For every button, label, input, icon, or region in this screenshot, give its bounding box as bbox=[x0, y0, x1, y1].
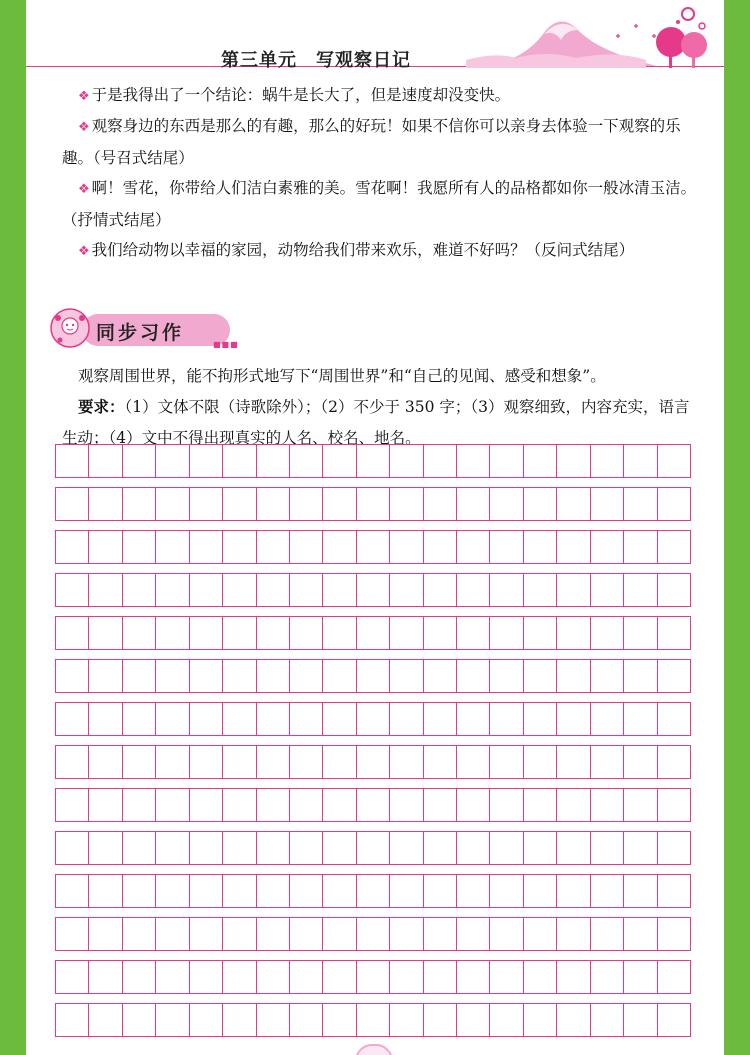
grid-row bbox=[55, 788, 691, 822]
grid-cell[interactable] bbox=[490, 488, 523, 520]
grid-cell[interactable] bbox=[123, 617, 156, 649]
grid-cell[interactable] bbox=[190, 445, 223, 477]
grid-cell[interactable] bbox=[557, 832, 590, 864]
grid-cell[interactable] bbox=[56, 574, 89, 606]
grid-cell[interactable] bbox=[357, 1004, 390, 1036]
grid-cell[interactable] bbox=[524, 531, 557, 563]
grid-cell[interactable] bbox=[56, 703, 89, 735]
grid-cell[interactable] bbox=[323, 746, 356, 778]
grid-cell[interactable] bbox=[56, 832, 89, 864]
grid-cell[interactable] bbox=[89, 660, 122, 692]
grid-cell[interactable] bbox=[257, 961, 290, 993]
grid-cell[interactable] bbox=[223, 746, 256, 778]
example-ending-1: ❖ 于是我得出了一个结论：蜗牛是长大了，但是速度却没变快。 bbox=[78, 86, 511, 104]
grid-cell[interactable] bbox=[89, 746, 122, 778]
grid-cell[interactable] bbox=[490, 617, 523, 649]
grid-cell[interactable] bbox=[56, 531, 89, 563]
grid-cell[interactable] bbox=[190, 574, 223, 606]
grid-cell[interactable] bbox=[658, 660, 690, 692]
grid-cell[interactable] bbox=[123, 703, 156, 735]
grid-cell[interactable] bbox=[390, 918, 423, 950]
grid-cell[interactable] bbox=[658, 617, 690, 649]
grid-cell[interactable] bbox=[89, 789, 122, 821]
grid-cell[interactable] bbox=[390, 961, 423, 993]
grid-cell[interactable] bbox=[223, 445, 256, 477]
grid-cell[interactable] bbox=[591, 832, 624, 864]
grid-cell[interactable] bbox=[557, 789, 590, 821]
grid-cell[interactable] bbox=[290, 703, 323, 735]
grid-cell[interactable] bbox=[357, 531, 390, 563]
grid-cell[interactable] bbox=[424, 660, 457, 692]
grid-cell[interactable] bbox=[424, 617, 457, 649]
grid-cell[interactable] bbox=[457, 445, 490, 477]
grid-cell[interactable] bbox=[156, 531, 189, 563]
grid-cell[interactable] bbox=[524, 445, 557, 477]
grid-cell[interactable] bbox=[390, 703, 423, 735]
grid-cell[interactable] bbox=[257, 488, 290, 520]
grid-cell[interactable] bbox=[357, 961, 390, 993]
grid-cell[interactable] bbox=[658, 789, 690, 821]
grid-cell[interactable] bbox=[357, 488, 390, 520]
grid-cell[interactable] bbox=[658, 832, 690, 864]
grid-cell[interactable] bbox=[457, 531, 490, 563]
grid-cell[interactable] bbox=[89, 832, 122, 864]
grid-cell[interactable] bbox=[56, 746, 89, 778]
grid-cell[interactable] bbox=[591, 746, 624, 778]
grid-cell[interactable] bbox=[56, 1004, 89, 1036]
grid-cell[interactable] bbox=[223, 875, 256, 907]
grid-row bbox=[55, 530, 691, 564]
grid-cell[interactable] bbox=[290, 746, 323, 778]
grid-row bbox=[55, 1003, 691, 1037]
grid-cell[interactable] bbox=[457, 789, 490, 821]
grid-cell[interactable] bbox=[524, 574, 557, 606]
grid-cell[interactable] bbox=[89, 875, 122, 907]
diamond-bullet-icon: ❖ bbox=[78, 89, 90, 104]
grid-cell[interactable] bbox=[591, 574, 624, 606]
grid-cell[interactable] bbox=[123, 660, 156, 692]
grid-cell[interactable] bbox=[190, 617, 223, 649]
grid-cell[interactable] bbox=[390, 488, 423, 520]
grid-cell[interactable] bbox=[190, 832, 223, 864]
grid-row bbox=[55, 874, 691, 908]
grid-cell[interactable] bbox=[56, 918, 89, 950]
grid-cell[interactable] bbox=[290, 875, 323, 907]
grid-cell[interactable] bbox=[223, 961, 256, 993]
grid-cell[interactable] bbox=[156, 703, 189, 735]
grid-cell[interactable] bbox=[223, 789, 256, 821]
grid-cell[interactable] bbox=[190, 961, 223, 993]
grid-cell[interactable] bbox=[557, 1004, 590, 1036]
grid-row bbox=[55, 831, 691, 865]
grid-cell[interactable] bbox=[591, 445, 624, 477]
grid-cell[interactable] bbox=[89, 617, 122, 649]
grid-cell[interactable] bbox=[257, 574, 290, 606]
grid-cell[interactable] bbox=[89, 918, 122, 950]
grid-cell[interactable] bbox=[223, 617, 256, 649]
grid-cell[interactable] bbox=[223, 1004, 256, 1036]
grid-cell[interactable] bbox=[424, 832, 457, 864]
grid-cell[interactable] bbox=[223, 488, 256, 520]
grid-cell[interactable] bbox=[123, 918, 156, 950]
grid-cell[interactable] bbox=[490, 746, 523, 778]
grid-cell[interactable] bbox=[56, 660, 89, 692]
grid-cell[interactable] bbox=[123, 574, 156, 606]
grid-cell[interactable] bbox=[624, 531, 657, 563]
grid-cell[interactable] bbox=[190, 875, 223, 907]
diamond-bullet-icon: ❖ bbox=[78, 182, 90, 197]
grid-cell[interactable] bbox=[290, 832, 323, 864]
grid-cell[interactable] bbox=[624, 660, 657, 692]
grid-cell[interactable] bbox=[156, 961, 189, 993]
grid-cell[interactable] bbox=[424, 574, 457, 606]
grid-cell[interactable] bbox=[123, 789, 156, 821]
grid-cell[interactable] bbox=[557, 961, 590, 993]
grid-cell[interactable] bbox=[223, 918, 256, 950]
grid-cell[interactable] bbox=[123, 445, 156, 477]
diamond-bullet-icon: ❖ bbox=[78, 120, 90, 135]
grid-cell[interactable] bbox=[658, 1004, 690, 1036]
grid-cell[interactable] bbox=[257, 617, 290, 649]
grid-cell[interactable] bbox=[490, 660, 523, 692]
grid-cell[interactable] bbox=[123, 531, 156, 563]
grid-cell[interactable] bbox=[658, 488, 690, 520]
grid-cell[interactable] bbox=[591, 1004, 624, 1036]
grid-cell[interactable] bbox=[223, 574, 256, 606]
grid-cell[interactable] bbox=[257, 875, 290, 907]
grid-cell[interactable] bbox=[557, 445, 590, 477]
grid-cell[interactable] bbox=[457, 617, 490, 649]
grid-cell[interactable] bbox=[490, 531, 523, 563]
grid-cell[interactable] bbox=[524, 875, 557, 907]
grid-cell[interactable] bbox=[223, 660, 256, 692]
grid-cell[interactable] bbox=[490, 445, 523, 477]
grid-cell[interactable] bbox=[290, 488, 323, 520]
grid-cell[interactable] bbox=[390, 789, 423, 821]
grid-cell[interactable] bbox=[591, 531, 624, 563]
grid-cell[interactable] bbox=[424, 703, 457, 735]
grid-cell[interactable] bbox=[624, 1004, 657, 1036]
grid-cell[interactable] bbox=[190, 703, 223, 735]
example-ending-2: ❖ 观察身边的东西是那么的有趣，那么的好玩！如果不信你可以亲身去体验一下观察的乐趣。（号召式结尾） bbox=[62, 117, 681, 167]
example-ending-3: ❖ 啊！雪花，你带给人们洁白素雅的美。雪花啊！我愿所有人的品格都如你一般冰清玉洁。（抒情式结尾） bbox=[62, 179, 697, 229]
grid-cell[interactable] bbox=[123, 1004, 156, 1036]
grid-cell[interactable] bbox=[357, 617, 390, 649]
grid-cell[interactable] bbox=[457, 660, 490, 692]
grid-cell[interactable] bbox=[323, 875, 356, 907]
grid-cell[interactable] bbox=[624, 617, 657, 649]
grid-cell[interactable] bbox=[524, 961, 557, 993]
grid-cell[interactable] bbox=[390, 445, 423, 477]
grid-cell[interactable] bbox=[658, 875, 690, 907]
grid-cell[interactable] bbox=[658, 918, 690, 950]
grid-cell[interactable] bbox=[624, 875, 657, 907]
grid-cell[interactable] bbox=[323, 660, 356, 692]
grid-cell[interactable] bbox=[658, 445, 690, 477]
grid-cell[interactable] bbox=[123, 746, 156, 778]
grid-cell[interactable] bbox=[190, 531, 223, 563]
grid-cell[interactable] bbox=[156, 574, 189, 606]
grid-cell[interactable] bbox=[290, 531, 323, 563]
grid-cell[interactable] bbox=[524, 488, 557, 520]
grid-cell[interactable] bbox=[424, 789, 457, 821]
grid-cell[interactable] bbox=[156, 746, 189, 778]
grid-row bbox=[55, 573, 691, 607]
grid-cell[interactable] bbox=[190, 918, 223, 950]
grid-cell[interactable] bbox=[156, 617, 189, 649]
grid-cell[interactable] bbox=[323, 531, 356, 563]
grid-row bbox=[55, 702, 691, 736]
grid-cell[interactable] bbox=[557, 660, 590, 692]
grid-cell[interactable] bbox=[223, 703, 256, 735]
grid-cell[interactable] bbox=[290, 961, 323, 993]
grid-cell[interactable] bbox=[591, 961, 624, 993]
grid-cell[interactable] bbox=[56, 789, 89, 821]
grid-cell[interactable] bbox=[257, 531, 290, 563]
grid-cell[interactable] bbox=[89, 574, 122, 606]
grid-cell[interactable] bbox=[557, 574, 590, 606]
grid-cell[interactable] bbox=[190, 660, 223, 692]
grid-cell[interactable] bbox=[390, 875, 423, 907]
grid-cell[interactable] bbox=[323, 488, 356, 520]
grid-cell[interactable] bbox=[591, 703, 624, 735]
grid-cell[interactable] bbox=[290, 574, 323, 606]
grid-cell[interactable] bbox=[156, 660, 189, 692]
grid-cell[interactable] bbox=[390, 746, 423, 778]
grid-cell[interactable] bbox=[557, 918, 590, 950]
grid-cell[interactable] bbox=[624, 918, 657, 950]
grid-cell[interactable] bbox=[524, 789, 557, 821]
grid-cell[interactable] bbox=[658, 746, 690, 778]
grid-cell[interactable] bbox=[424, 488, 457, 520]
grid-cell[interactable] bbox=[89, 488, 122, 520]
grid-cell[interactable] bbox=[457, 703, 490, 735]
grid-cell[interactable] bbox=[156, 789, 189, 821]
grid-cell[interactable] bbox=[290, 918, 323, 950]
grid-cell[interactable] bbox=[390, 617, 423, 649]
grid-cell[interactable] bbox=[290, 445, 323, 477]
grid-cell[interactable] bbox=[424, 445, 457, 477]
grid-cell[interactable] bbox=[557, 617, 590, 649]
grid-cell[interactable] bbox=[424, 1004, 457, 1036]
grid-cell[interactable] bbox=[257, 1004, 290, 1036]
grid-row bbox=[55, 444, 691, 478]
grid-cell[interactable] bbox=[257, 660, 290, 692]
grid-cell[interactable] bbox=[56, 445, 89, 477]
grid-cell[interactable] bbox=[390, 531, 423, 563]
grid-cell[interactable] bbox=[290, 660, 323, 692]
grid-cell[interactable] bbox=[89, 445, 122, 477]
grid-cell[interactable] bbox=[56, 875, 89, 907]
grid-cell[interactable] bbox=[557, 746, 590, 778]
grid-cell[interactable] bbox=[457, 832, 490, 864]
grid-cell[interactable] bbox=[490, 875, 523, 907]
grid-cell[interactable] bbox=[624, 703, 657, 735]
grid-cell[interactable] bbox=[156, 445, 189, 477]
grid-cell[interactable] bbox=[257, 789, 290, 821]
grid-cell[interactable] bbox=[424, 918, 457, 950]
grid-cell[interactable] bbox=[257, 445, 290, 477]
grid-cell[interactable] bbox=[357, 660, 390, 692]
grid-cell[interactable] bbox=[524, 918, 557, 950]
grid-cell[interactable] bbox=[190, 789, 223, 821]
grid-cell[interactable] bbox=[123, 875, 156, 907]
grid-row bbox=[55, 917, 691, 951]
grid-row bbox=[55, 659, 691, 693]
grid-cell[interactable] bbox=[156, 918, 189, 950]
grid-cell[interactable] bbox=[457, 875, 490, 907]
grid-cell[interactable] bbox=[56, 961, 89, 993]
grid-cell[interactable] bbox=[524, 617, 557, 649]
grid-cell[interactable] bbox=[457, 746, 490, 778]
grid-cell[interactable] bbox=[591, 875, 624, 907]
section-dots: ■■■ bbox=[213, 340, 239, 349]
grid-cell[interactable] bbox=[257, 746, 290, 778]
grid-cell[interactable] bbox=[624, 445, 657, 477]
grid-cell[interactable] bbox=[257, 918, 290, 950]
grid-cell[interactable] bbox=[624, 574, 657, 606]
grid-cell[interactable] bbox=[56, 617, 89, 649]
grid-cell[interactable] bbox=[591, 660, 624, 692]
grid-cell[interactable] bbox=[524, 832, 557, 864]
grid-cell[interactable] bbox=[357, 703, 390, 735]
grid-cell[interactable] bbox=[257, 703, 290, 735]
grid-cell[interactable] bbox=[624, 789, 657, 821]
grid-cell[interactable] bbox=[424, 531, 457, 563]
grid-cell[interactable] bbox=[323, 574, 356, 606]
grid-cell[interactable] bbox=[89, 961, 122, 993]
grid-cell[interactable] bbox=[490, 961, 523, 993]
grid-cell[interactable] bbox=[624, 832, 657, 864]
writing-grid[interactable] bbox=[55, 444, 691, 1046]
grid-cell[interactable] bbox=[390, 660, 423, 692]
grid-cell[interactable] bbox=[557, 531, 590, 563]
grid-cell[interactable] bbox=[357, 746, 390, 778]
grid-cell[interactable] bbox=[89, 1004, 122, 1036]
grid-cell[interactable] bbox=[424, 746, 457, 778]
grid-cell[interactable] bbox=[658, 574, 690, 606]
grid-cell[interactable] bbox=[56, 488, 89, 520]
writing-prompt: 观察周围世界，能不拘形式地写下“周围世界”和“自己的见闻、感受和想象”。 bbox=[78, 367, 606, 385]
grid-cell[interactable] bbox=[290, 617, 323, 649]
grid-cell[interactable] bbox=[190, 746, 223, 778]
grid-cell[interactable] bbox=[457, 961, 490, 993]
grid-cell[interactable] bbox=[457, 488, 490, 520]
grid-cell[interactable] bbox=[424, 875, 457, 907]
example-ending-4: ❖ 我们给动物以幸福的家园，动物给我们带来欢乐，难道不好吗？（反问式结尾） bbox=[78, 241, 635, 259]
grid-cell[interactable] bbox=[658, 961, 690, 993]
grid-cell[interactable] bbox=[424, 961, 457, 993]
grid-cell[interactable] bbox=[223, 832, 256, 864]
grid-cell[interactable] bbox=[156, 488, 189, 520]
grid-cell[interactable] bbox=[658, 531, 690, 563]
grid-cell[interactable] bbox=[457, 574, 490, 606]
grid-cell[interactable] bbox=[457, 918, 490, 950]
grid-cell[interactable] bbox=[490, 918, 523, 950]
grid-cell[interactable] bbox=[257, 832, 290, 864]
grid-row bbox=[55, 745, 691, 779]
grid-cell[interactable] bbox=[591, 617, 624, 649]
grid-cell[interactable] bbox=[290, 789, 323, 821]
grid-cell[interactable] bbox=[357, 832, 390, 864]
grid-cell[interactable] bbox=[390, 832, 423, 864]
grid-cell[interactable] bbox=[624, 961, 657, 993]
grid-cell[interactable] bbox=[357, 918, 390, 950]
flower-girl-icon bbox=[48, 306, 92, 350]
grid-cell[interactable] bbox=[658, 703, 690, 735]
grid-cell[interactable] bbox=[323, 617, 356, 649]
grid-cell[interactable] bbox=[323, 703, 356, 735]
grid-cell[interactable] bbox=[524, 746, 557, 778]
grid-cell[interactable] bbox=[557, 488, 590, 520]
grid-cell[interactable] bbox=[89, 703, 122, 735]
grid-cell[interactable] bbox=[156, 875, 189, 907]
grid-cell[interactable] bbox=[624, 488, 657, 520]
grid-row bbox=[55, 487, 691, 521]
grid-cell[interactable] bbox=[490, 574, 523, 606]
grid-cell[interactable] bbox=[156, 1004, 189, 1036]
grid-cell[interactable] bbox=[524, 1004, 557, 1036]
writing-requirements: 要求：（1）文体不限（诗歌除外）；（2）不少于 350 字；（3）观察细致，内容充实，语言生动；（4）文中不得出现真实的人名、校名、地名。 bbox=[62, 398, 690, 447]
grid-cell[interactable] bbox=[524, 703, 557, 735]
grid-cell[interactable] bbox=[357, 445, 390, 477]
grid-cell[interactable] bbox=[190, 1004, 223, 1036]
grid-cell[interactable] bbox=[323, 789, 356, 821]
grid-cell[interactable] bbox=[457, 1004, 490, 1036]
grid-cell[interactable] bbox=[591, 789, 624, 821]
grid-cell[interactable] bbox=[156, 832, 189, 864]
grid-cell[interactable] bbox=[490, 789, 523, 821]
grid-cell[interactable] bbox=[490, 703, 523, 735]
grid-cell[interactable] bbox=[323, 961, 356, 993]
grid-cell[interactable] bbox=[323, 832, 356, 864]
grid-cell[interactable] bbox=[89, 531, 122, 563]
grid-cell[interactable] bbox=[223, 531, 256, 563]
grid-cell[interactable] bbox=[390, 574, 423, 606]
diamond-bullet-icon: ❖ bbox=[78, 244, 90, 259]
grid-cell[interactable] bbox=[624, 746, 657, 778]
mountain-trees-decoration bbox=[466, 0, 724, 72]
grid-cell[interactable] bbox=[490, 1004, 523, 1036]
grid-cell[interactable] bbox=[323, 445, 356, 477]
grid-cell[interactable] bbox=[123, 488, 156, 520]
grid-cell[interactable] bbox=[490, 832, 523, 864]
grid-cell[interactable] bbox=[323, 918, 356, 950]
grid-cell[interactable] bbox=[290, 1004, 323, 1036]
page-header-title: 第三单元 写观察日记 bbox=[221, 50, 411, 71]
grid-cell[interactable] bbox=[591, 918, 624, 950]
grid-cell[interactable] bbox=[123, 961, 156, 993]
workbook-page bbox=[26, 0, 724, 1055]
section-title: 同步习作 bbox=[96, 322, 185, 344]
grid-cell[interactable] bbox=[123, 832, 156, 864]
grid-cell[interactable] bbox=[357, 875, 390, 907]
grid-row bbox=[55, 616, 691, 650]
grid-row bbox=[55, 960, 691, 994]
grid-cell[interactable] bbox=[557, 703, 590, 735]
grid-cell[interactable] bbox=[357, 574, 390, 606]
grid-cell[interactable] bbox=[591, 488, 624, 520]
grid-cell[interactable] bbox=[557, 875, 590, 907]
grid-cell[interactable] bbox=[390, 1004, 423, 1036]
grid-cell[interactable] bbox=[323, 1004, 356, 1036]
grid-cell[interactable] bbox=[524, 660, 557, 692]
grid-cell[interactable] bbox=[190, 488, 223, 520]
grid-cell[interactable] bbox=[357, 789, 390, 821]
